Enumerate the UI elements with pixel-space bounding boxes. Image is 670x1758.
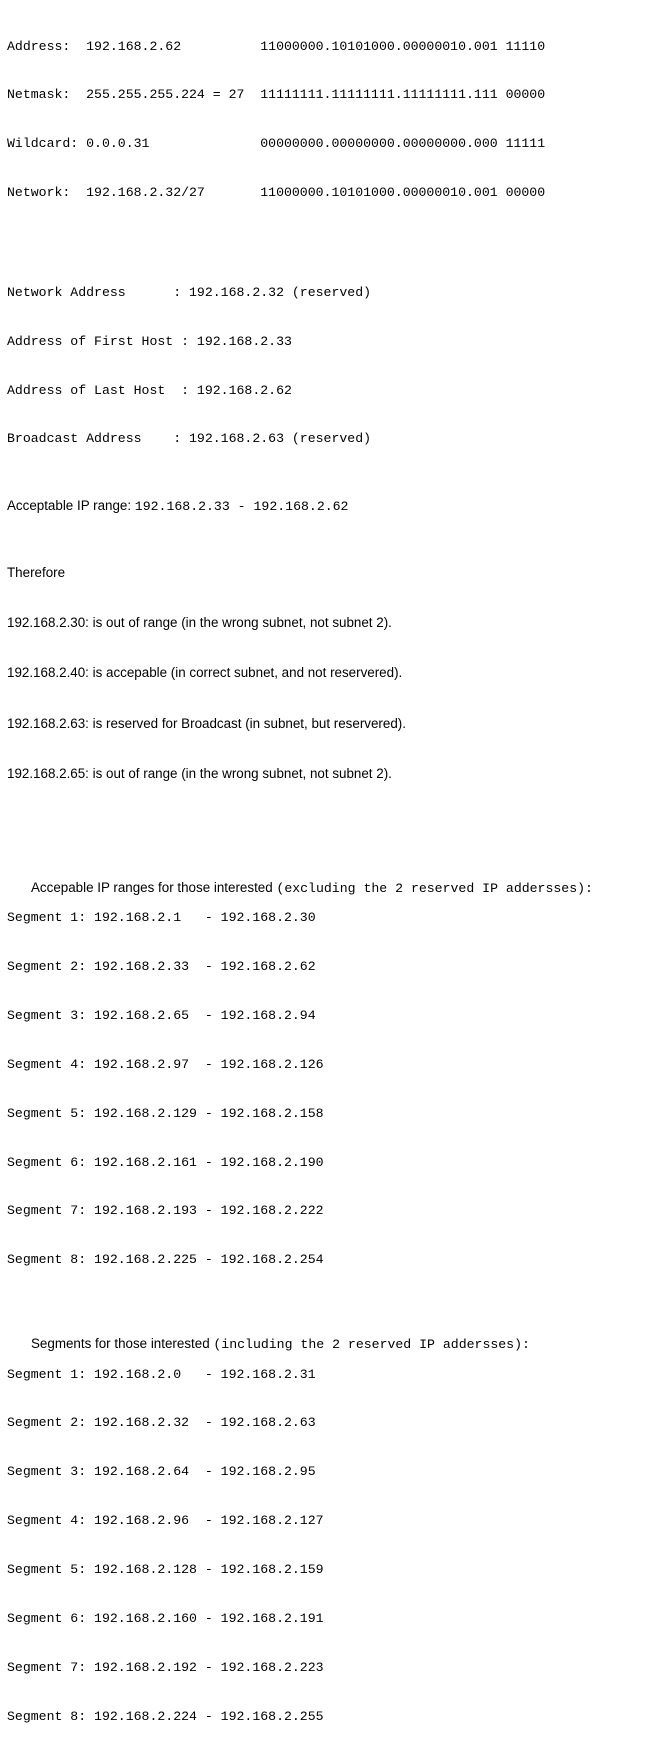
wildcard-line: Wildcard: 0.0.0.31 00000000.00000000.00000000.000 11111 xyxy=(7,136,546,152)
full-segments-heading-lead: Segments for those interested xyxy=(31,1336,214,1352)
full-segments-heading-tail: (including the 2 reserved IP addersses): xyxy=(213,1337,530,1353)
acceptable-segments-heading-tail: (excluding the 2 reserved IP addersses): xyxy=(276,880,593,896)
segment-row: Segment 2: 192.168.2.32 - 192.168.2.63 xyxy=(7,1415,316,1431)
therefore-item: 192.168.2.30: is out of range (in the wrong subnet, not subnet 2). xyxy=(7,615,392,631)
full-segments-heading xyxy=(7,1317,667,1353)
acceptable-segments-heading-lead: Accepable IP ranges for those interested xyxy=(31,879,277,895)
spacer xyxy=(7,514,667,531)
segment-row: Segment 5: 192.168.2.128 - 192.168.2.159 xyxy=(7,1562,324,1578)
therefore-item: 192.168.2.40: is accepable (in correct subnet, and not reservered). xyxy=(7,665,403,681)
segment-row: Segment 5: 192.168.2.129 - 192.168.2.158 xyxy=(7,1105,324,1121)
segment-row: Segment 3: 192.168.2.64 - 192.168.2.95 xyxy=(7,1464,316,1480)
acceptable-segments-heading xyxy=(7,861,667,896)
therefore-item: 192.168.2.63: is reserved for Broadcast (in subnet, but reservered). xyxy=(7,715,406,731)
address-summary-block xyxy=(7,252,667,480)
spacer xyxy=(7,817,667,861)
binary-breakdown-block xyxy=(7,6,667,234)
segment-row: Segment 4: 192.168.2.96 - 192.168.2.127 xyxy=(7,1513,324,1529)
therefore-heading: Therefore xyxy=(7,564,66,580)
segment-row: Segment 4: 192.168.2.97 - 192.168.2.126 xyxy=(7,1056,324,1072)
segment-row: Segment 3: 192.168.2.65 - 192.168.2.94 xyxy=(7,1007,316,1023)
segment-row: Segment 6: 192.168.2.161 - 192.168.2.190 xyxy=(7,1154,324,1170)
first-host-line: Address of First Host : 192.168.2.33 xyxy=(7,333,292,349)
segment-row: Segment 8: 192.168.2.225 - 192.168.2.254 xyxy=(7,1252,324,1268)
spacer xyxy=(7,480,667,497)
subnet-calculation-document xyxy=(7,6,667,1758)
address-line: Address: 192.168.2.62 11000000.10101000.00000010.001 11110 xyxy=(7,38,546,54)
segment-row: Segment 7: 192.168.2.193 - 192.168.2.222 xyxy=(7,1203,324,1219)
spacer xyxy=(7,1301,667,1317)
therefore-item: 192.168.2.65: is out of range (in the wrong subnet, not subnet 2). xyxy=(7,766,392,782)
full-segments-block xyxy=(7,1317,667,1758)
segment-row: Segment 2: 192.168.2.33 - 192.168.2.62 xyxy=(7,958,316,974)
segment-row: Segment 7: 192.168.2.192 - 192.168.2.223 xyxy=(7,1659,324,1675)
acceptable-range-value: 192.168.2.33 - 192.168.2.62 xyxy=(134,499,349,515)
segment-row: Segment 1: 192.168.2.1 - 192.168.2.30 xyxy=(7,910,316,926)
network-line: Network: 192.168.2.32/27 11000000.10101000.00000010.001 00000 xyxy=(7,185,546,201)
segment-row: Segment 1: 192.168.2.0 - 192.168.2.31 xyxy=(7,1366,316,1382)
therefore-block xyxy=(7,531,667,817)
acceptable-range-label: Acceptable IP range: xyxy=(7,498,135,514)
spacer xyxy=(7,234,667,252)
acceptable-range-line xyxy=(7,497,667,514)
last-host-line: Address of Last Host : 192.168.2.62 xyxy=(7,382,292,398)
segment-row: Segment 8: 192.168.2.224 - 192.168.2.255 xyxy=(7,1708,324,1724)
segment-row: Segment 6: 192.168.2.160 - 192.168.2.191 xyxy=(7,1611,324,1627)
network-address-line: Network Address : 192.168.2.32 (reserved) xyxy=(7,284,372,300)
broadcast-address-line: Broadcast Address : 192.168.2.63 (reserved) xyxy=(7,431,372,447)
acceptable-segments-block xyxy=(7,861,667,1302)
netmask-line: Netmask: 255.255.255.224 = 27 11111111.11111111.11111111.111 00000 xyxy=(7,87,546,103)
